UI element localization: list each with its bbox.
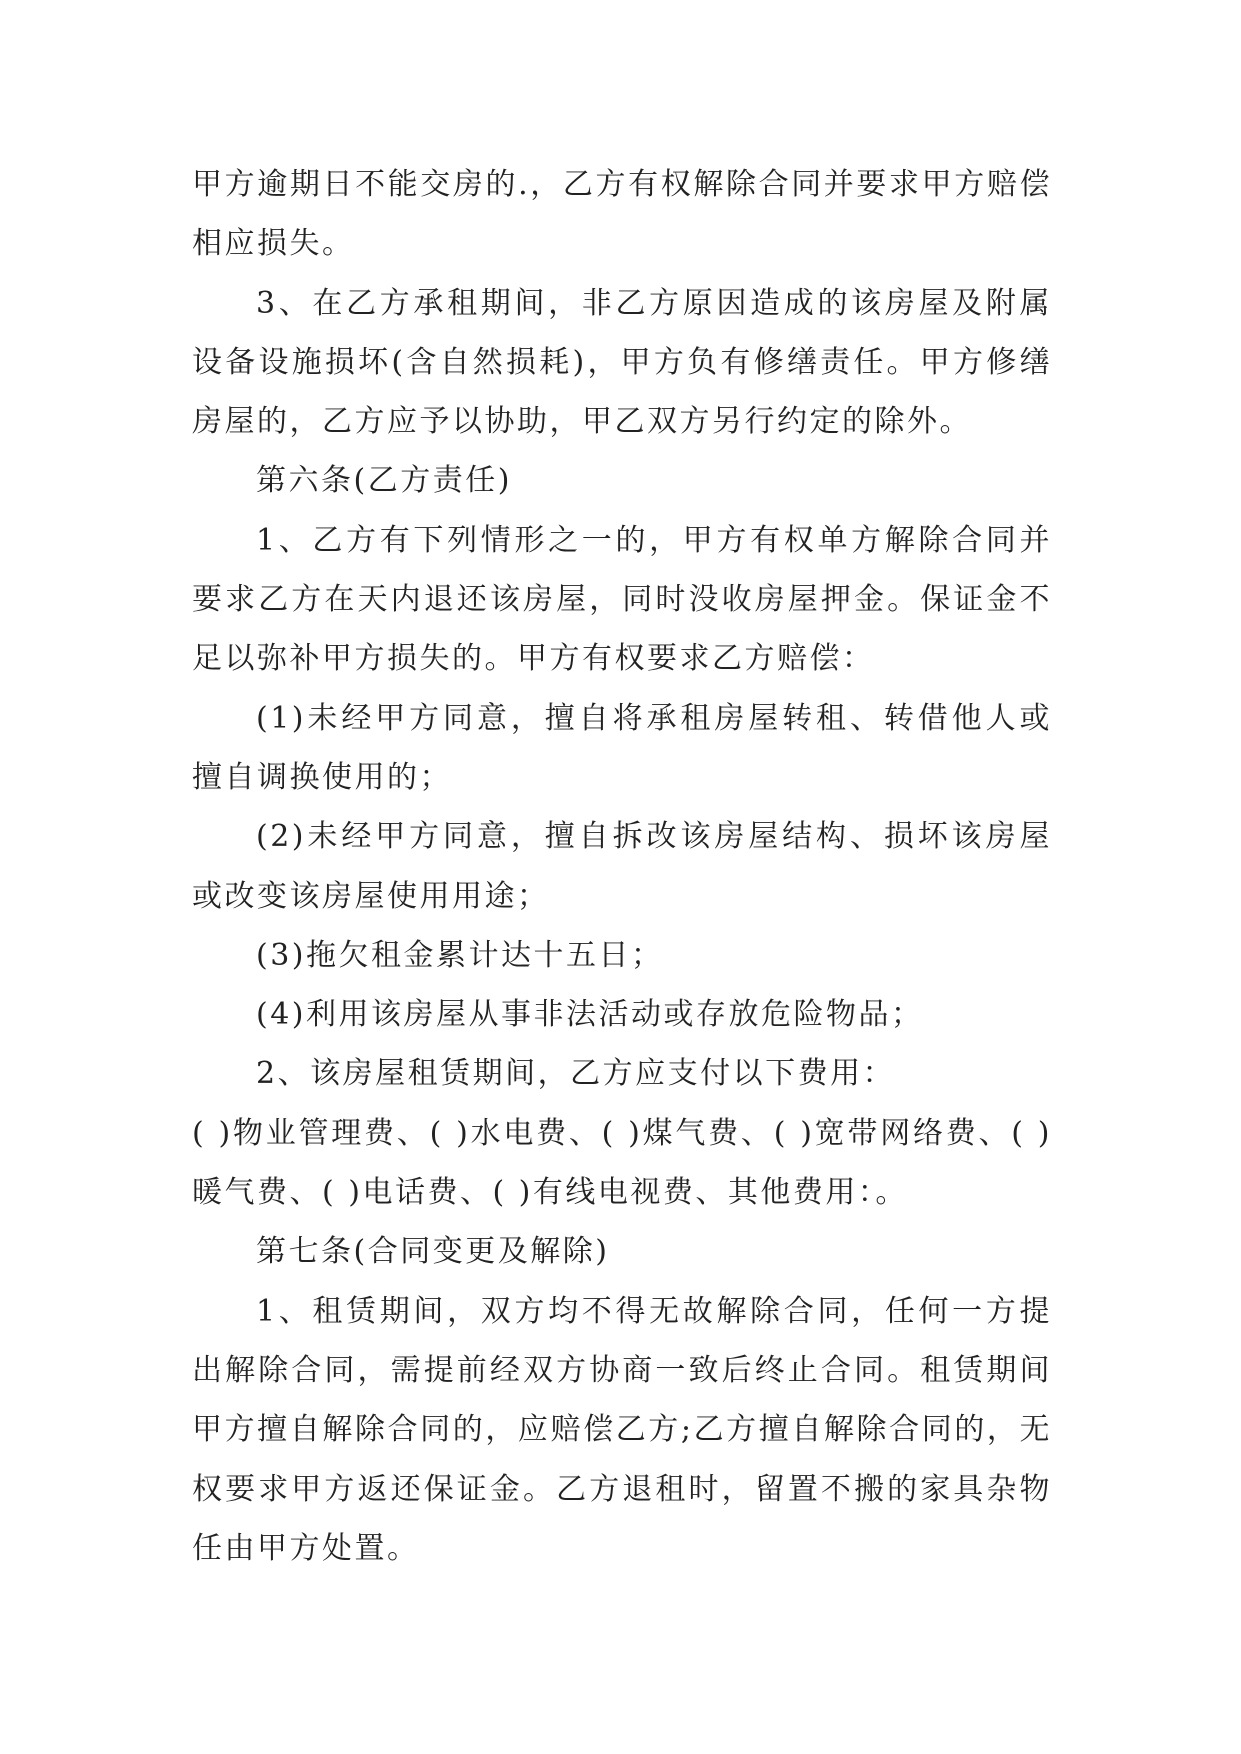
list-item-illegal-use: (4)利用该房屋从事非法活动或存放危险物品； [256,997,924,1033]
paragraph-fees-intro: 2、该房屋租赁期间，乙方应支付以下费用： [256,1056,896,1092]
list-item-sublet: (1)未经甲方同意，擅自将承租房屋转租、转借他人或擅自调换使用的； [192,700,1052,795]
article-6-heading: 第六条(乙方责任) [256,463,512,499]
paragraph-delivery-default: 甲方逾期日不能交房的.，乙方有权解除合同并要求甲方赔偿相应损失。 [192,167,1052,262]
article-7-heading: 第七条(合同变更及解除) [256,1234,610,1270]
paragraph-contract-termination: 1、租赁期间，双方均不得无故解除合同，任何一方提出解除合同，需提前经双方协商一致后终止合同。租赁期间甲方擅自解除合同的，应赔偿乙方;乙方擅自解除合同的，无权要求甲方返还保证金。乙方退租时，留置不搬的家具杂物任由甲方处置。 [192,1293,1052,1566]
paragraph-termination-conditions: 1、乙方有下列情形之一的，甲方有权单方解除合同并要求乙方在天内退还该房屋，同时没收房屋押金。保证金不足以弥补甲方损失的。甲方有权要求乙方赔偿： [192,522,1052,677]
paragraph-repair-responsibility: 3、在乙方承租期间，非乙方原因造成的该房屋及附属设备设施损坏(含自然损耗)，甲方负有修缮责任。甲方修缮房屋的，乙方应予以协助，甲乙双方另行约定的除外。 [192,285,1052,440]
list-item-rent-arrears: (3)拖欠租金累计达十五日； [256,937,664,973]
paragraph-fees-list: ( )物业管理费、( )水电费、( )煤气费、( )宽带网络费、( )暖气费、( )电话费、( )有线电视费、其他费用：。 [192,1115,1052,1211]
list-item-alteration: (2)未经甲方同意，擅自拆改该房屋结构、损坏该房屋或改变该房屋使用用途； [192,819,1052,914]
document-body [192,155,1052,1578]
